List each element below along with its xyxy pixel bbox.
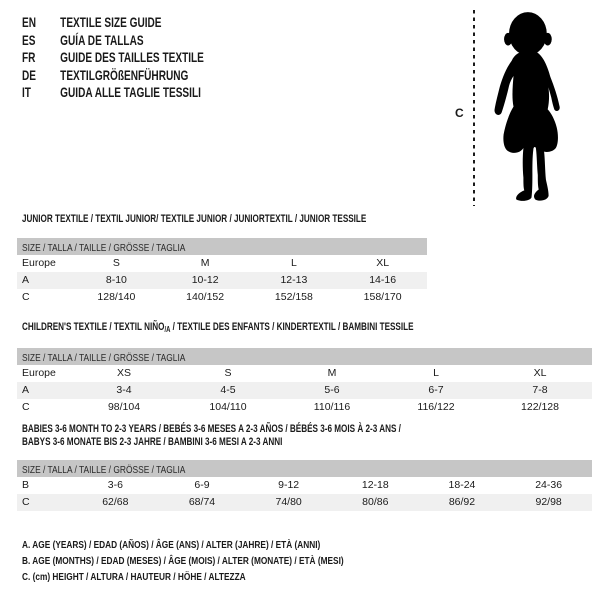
table-title-line (22, 213, 367, 226)
table-title-line (22, 321, 444, 336)
row-label: B (22, 479, 30, 491)
title-text: JUNIOR TEXTILE / TEXTIL JUNIOR/ TEXTILE JUNIOR / JUNIORTEXTIL / JUNIOR TESSILE (22, 213, 367, 225)
size-header-bar (17, 348, 592, 365)
size-cell: 24-36 (535, 479, 563, 491)
row-label: A (22, 384, 30, 396)
size-cell: 158/170 (363, 291, 402, 303)
size-cell: 74/80 (275, 496, 302, 508)
size-header-bar (17, 238, 427, 255)
footnote-line: C. (cm) HEIGHT / ALTURA / HAUTEUR / HÖHE / ALTEZZA (22, 571, 246, 583)
footnotes (22, 537, 429, 585)
size-table (17, 365, 592, 416)
table-title-line (22, 436, 444, 449)
size-cell: L (290, 257, 297, 269)
size-cell: S (224, 367, 232, 379)
size-row-europe (17, 365, 592, 382)
size-row-a (17, 382, 592, 399)
size-table (17, 477, 592, 511)
size-header-label: SIZE / TALLA / TAILLE / GRÖSSE / TAGLIA (22, 352, 186, 364)
language-label: GUIDE DES TAILLES TEXTILE (60, 49, 204, 65)
language-row (22, 67, 204, 85)
size-cell: 122/128 (521, 401, 559, 413)
size-cell: S (112, 257, 120, 269)
size-cell: 8-10 (105, 274, 127, 286)
language-label: GUIDA ALLE TAGLIE TESSILI (60, 84, 201, 100)
language-row (22, 14, 204, 32)
subscript-text: /A (164, 325, 171, 334)
size-cell: XL (376, 257, 390, 269)
title-text: BABYS 3-6 MONATE BIS 2-3 JAHRE / BAMBINI 3-6 MESI A 2-3 ANNI (22, 436, 283, 448)
size-cell: XL (533, 367, 547, 379)
title-text: BABIES 3-6 MONTH TO 2-3 YEARS / BEBÉS 3-6 MESES A 2-3 AÑOS / BÉBÉS 3-6 MOIS À 2-3 ANS / (22, 423, 401, 435)
language-code: EN (22, 14, 37, 30)
size-row-c (17, 494, 592, 511)
size-cell: 12-18 (361, 479, 389, 491)
title-text: CHILDREN'S TEXTILE / TEXTIL NIÑO (22, 321, 165, 333)
language-row (22, 84, 204, 102)
size-cell: XS (116, 367, 131, 379)
row-label: C (22, 496, 30, 508)
size-header-bar (17, 460, 592, 477)
size-cell: 12-13 (280, 274, 308, 286)
size-cell: 140/152 (186, 291, 225, 303)
size-cell: 104/110 (209, 401, 247, 413)
size-cell: L (433, 367, 439, 379)
size-cell: 110/116 (313, 401, 351, 413)
size-cell: 98/104 (107, 401, 141, 413)
toddler-silhouette-icon (482, 8, 572, 208)
height-label: C (455, 106, 464, 120)
size-cell: 18-24 (448, 479, 476, 491)
size-cell: 3-4 (116, 384, 132, 396)
footnote-line: A. AGE (YEARS) / EDAD (AÑOS) / ÂGE (ANS) / ALTER (JAHRE) / ETÀ (ANNI) (22, 539, 321, 551)
size-cell: 5-6 (324, 384, 340, 396)
row-label: C (22, 291, 30, 303)
title-text: / TEXTILE DES ENFANTS / KINDERTEXTIL / BAMBINI TESSILE (170, 321, 414, 333)
size-cell: 128/140 (97, 291, 136, 303)
size-cell: 3-6 (107, 479, 123, 491)
language-row (22, 49, 204, 67)
size-header-label: SIZE / TALLA / TAILLE / GRÖSSE / TAGLIA (22, 464, 186, 476)
size-table (17, 255, 427, 306)
size-cell: 6-9 (194, 479, 210, 491)
size-cell: M (327, 367, 337, 379)
size-cell: 14-16 (369, 274, 397, 286)
size-cell: 9-12 (278, 479, 300, 491)
language-label: GUÍA DE TALLAS (60, 31, 144, 48)
junior-textile-section (17, 213, 427, 306)
size-cell: 80/86 (362, 496, 389, 508)
row-label: C (22, 401, 30, 413)
language-code: IT (22, 84, 31, 100)
size-row-b (17, 477, 592, 494)
size-cell: 7-8 (532, 384, 548, 396)
size-cell: 86/92 (448, 496, 476, 508)
size-cell: 6-7 (428, 384, 444, 396)
size-cell: 62/68 (102, 496, 129, 508)
size-cell: 10-12 (191, 274, 219, 286)
table-title-line (22, 423, 444, 436)
table-title (17, 213, 427, 226)
language-header (22, 14, 275, 102)
row-label: Europe (22, 257, 56, 269)
toddler-figure (455, 4, 585, 214)
size-row-c (17, 289, 427, 306)
babies-textile-section (17, 423, 592, 511)
size-cell: 4-5 (220, 384, 236, 396)
size-header-label: SIZE / TALLA / TAILLE / GRÖSSE / TAGLIA (22, 242, 186, 254)
size-row-a (17, 272, 427, 289)
size-cell: 116/122 (417, 401, 455, 413)
row-label: Europe (22, 367, 56, 379)
size-cell: 152/158 (274, 291, 313, 303)
table-title (17, 321, 592, 336)
height-measure-line (473, 10, 475, 206)
size-row-c (17, 399, 592, 416)
size-cell: 68/74 (188, 496, 216, 508)
language-code: FR (22, 49, 36, 65)
childrens-textile-section (17, 321, 592, 416)
language-label: TEXTILGRÖßENFÜHRUNG (60, 66, 189, 83)
size-cell: 92/98 (535, 496, 562, 508)
language-label: TEXTILE SIZE GUIDE (60, 14, 162, 30)
size-cell: M (200, 257, 210, 269)
table-title (17, 423, 592, 449)
language-code: ES (22, 31, 36, 48)
language-row (22, 32, 204, 50)
language-code: DE (22, 66, 37, 83)
footnote-line: B. AGE (MONTHS) / EDAD (MESES) / ÂGE (MOIS) / ALTER (MONATE) / ETÀ (MESI) (22, 555, 344, 567)
size-row-europe (17, 255, 427, 272)
row-label: A (22, 274, 30, 286)
